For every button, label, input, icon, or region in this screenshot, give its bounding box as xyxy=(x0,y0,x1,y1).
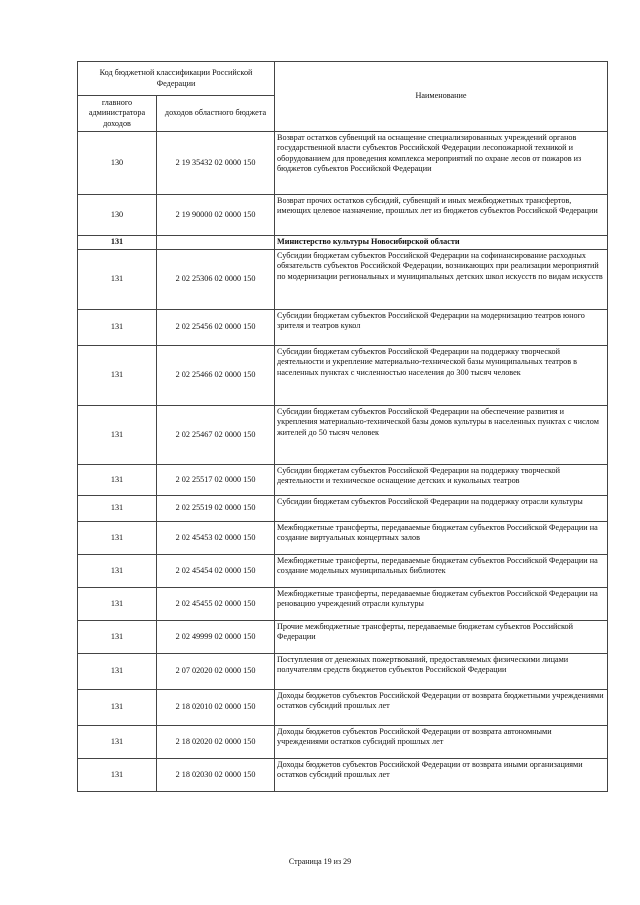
page-footer: Страница 19 из 29 xyxy=(288,857,352,866)
row-admin-code: 131 xyxy=(78,621,157,654)
row-admin-code: 131 xyxy=(78,465,157,496)
table-row xyxy=(78,346,608,406)
row-income-code: 2 02 25456 02 0000 150 xyxy=(157,310,275,346)
row-admin-code: 131 xyxy=(78,310,157,346)
table-row xyxy=(78,496,608,522)
table-row xyxy=(78,654,608,690)
row-admin-code: 131 xyxy=(78,690,157,726)
table-row xyxy=(78,310,608,346)
row-name: Министерство культуры Новосибирской области xyxy=(275,236,608,250)
row-name: Субсидии бюджетам субъектов Российской Федерации на обеспечение развития и укрепления материально-технической базы домов культуры в населенных пунктах с числом жителей до 50 тысяч человек xyxy=(275,406,608,465)
row-admin-code: 130 xyxy=(78,195,157,236)
row-admin-code: 131 xyxy=(78,346,157,406)
row-income-code: 2 02 25306 02 0000 150 xyxy=(157,250,275,310)
row-admin-code: 131 xyxy=(78,726,157,759)
row-admin-code: 131 xyxy=(78,555,157,588)
budget-classification-table-container xyxy=(77,61,607,792)
row-admin-code: 131 xyxy=(78,759,157,792)
row-income-code: 2 19 90000 02 0000 150 xyxy=(157,195,275,236)
row-admin-code: 131 xyxy=(78,236,157,250)
row-income-code: 2 18 02020 02 0000 150 xyxy=(157,726,275,759)
row-income-code: 2 02 45455 02 0000 150 xyxy=(157,588,275,621)
row-admin-code: 131 xyxy=(78,588,157,621)
row-income-code: 2 02 49999 02 0000 150 xyxy=(157,621,275,654)
row-admin-code: 131 xyxy=(78,654,157,690)
row-income-code: 2 18 02010 02 0000 150 xyxy=(157,690,275,726)
row-admin-code: 131 xyxy=(78,250,157,310)
table-row xyxy=(78,759,608,792)
table-body xyxy=(78,132,608,792)
row-name: Межбюджетные трансферты, передаваемые бюджетам субъектов Российской Федерации на создание виртуальных концертных залов xyxy=(275,522,608,555)
table-row xyxy=(78,588,608,621)
header-admin: главного администратора доходов xyxy=(78,96,157,132)
row-admin-code: 131 xyxy=(78,406,157,465)
table-row xyxy=(78,726,608,759)
row-income-code: 2 02 45454 02 0000 150 xyxy=(157,555,275,588)
row-admin-code: 131 xyxy=(78,522,157,555)
row-admin-code: 130 xyxy=(78,132,157,195)
table-row xyxy=(78,195,608,236)
row-income-code: 2 02 25466 02 0000 150 xyxy=(157,346,275,406)
table-row xyxy=(78,522,608,555)
table-row xyxy=(78,465,608,496)
row-name: Субсидии бюджетам субъектов Российской Федерации на поддержку творческой деятельности и техническое оснащение детских и кукольных театров xyxy=(275,465,608,496)
header-group-label: Код бюджетной классификации Российской Федерации xyxy=(78,62,275,96)
table-row xyxy=(78,406,608,465)
row-name: Доходы бюджетов субъектов Российской Федерации от возврата иными организациями остатков субсидий прошлых лет xyxy=(275,759,608,792)
header-row-1 xyxy=(78,62,608,96)
row-income-code: 2 02 25467 02 0000 150 xyxy=(157,406,275,465)
row-name: Субсидии бюджетам субъектов Российской Федерации на поддержку отрасли культуры xyxy=(275,496,608,522)
row-name: Возврат остатков субвенций на оснащение специализированных учреждений органов государственной власти субъектов Российской Федерации лесопожарной техникой и оборудованием для проведения комплекса мероприятий по охране лесов от пожаров из бюджетов субъектов Российской Федерации xyxy=(275,132,608,195)
row-admin-code: 131 xyxy=(78,496,157,522)
row-name: Поступления от денежных пожертвований, предоставляемых физическими лицами получателям средств бюджетов субъектов Российской Федерации xyxy=(275,654,608,690)
table-row xyxy=(78,555,608,588)
row-income-code: 2 02 25519 02 0000 150 xyxy=(157,496,275,522)
header-income: доходов областного бюджета xyxy=(157,96,275,132)
table-row xyxy=(78,250,608,310)
table-row xyxy=(78,132,608,195)
header-name: Наименование xyxy=(275,62,608,132)
row-name: Доходы бюджетов субъектов Российской Федерации от возврата бюджетными учреждениями остатков субсидий прошлых лет xyxy=(275,690,608,726)
row-income-code: 2 02 25517 02 0000 150 xyxy=(157,465,275,496)
row-name: Прочие межбюджетные трансферты, передаваемые бюджетам субъектов Российской Федерации xyxy=(275,621,608,654)
budget-classification-table xyxy=(77,61,608,792)
row-name: Субсидии бюджетам субъектов Российской Федерации на поддержку творческой деятельности и укрепление материально-технической базы муниципальных театров в населенных пунктах с численностью населения до 300 тысяч человек xyxy=(275,346,608,406)
table-row xyxy=(78,690,608,726)
row-income-code: 2 19 35432 02 0000 150 xyxy=(157,132,275,195)
row-income-code: 2 18 02030 02 0000 150 xyxy=(157,759,275,792)
row-name: Субсидии бюджетам субъектов Российской Федерации на модернизацию театров юного зрителя и театров кукол xyxy=(275,310,608,346)
row-name: Доходы бюджетов субъектов Российской Федерации от возврата автономными учреждениями остатков субсидий прошлых лет xyxy=(275,726,608,759)
row-name: Возврат прочих остатков субсидий, субвенций и иных межбюджетных трансфертов, имеющих целевое назначение, прошлых лет из бюджетов субъектов Российской Федерации xyxy=(275,195,608,236)
row-income-code xyxy=(157,236,275,250)
row-name: Межбюджетные трансферты, передаваемые бюджетам субъектов Российской Федерации на создание модельных муниципальных библиотек xyxy=(275,555,608,588)
row-income-code: 2 07 02020 02 0000 150 xyxy=(157,654,275,690)
row-income-code: 2 02 45453 02 0000 150 xyxy=(157,522,275,555)
table-row xyxy=(78,236,608,250)
row-name: Субсидии бюджетам субъектов Российской Федерации на софинансирование расходных обязательств субъектов Российской Федерации, возникающих при реализации мероприятий по модернизации региональных и муниципальных детских школ искусств по видам искусств xyxy=(275,250,608,310)
table-row xyxy=(78,621,608,654)
row-name: Межбюджетные трансферты, передаваемые бюджетам субъектов Российской Федерации на реновацию учреждений отрасли культуры xyxy=(275,588,608,621)
